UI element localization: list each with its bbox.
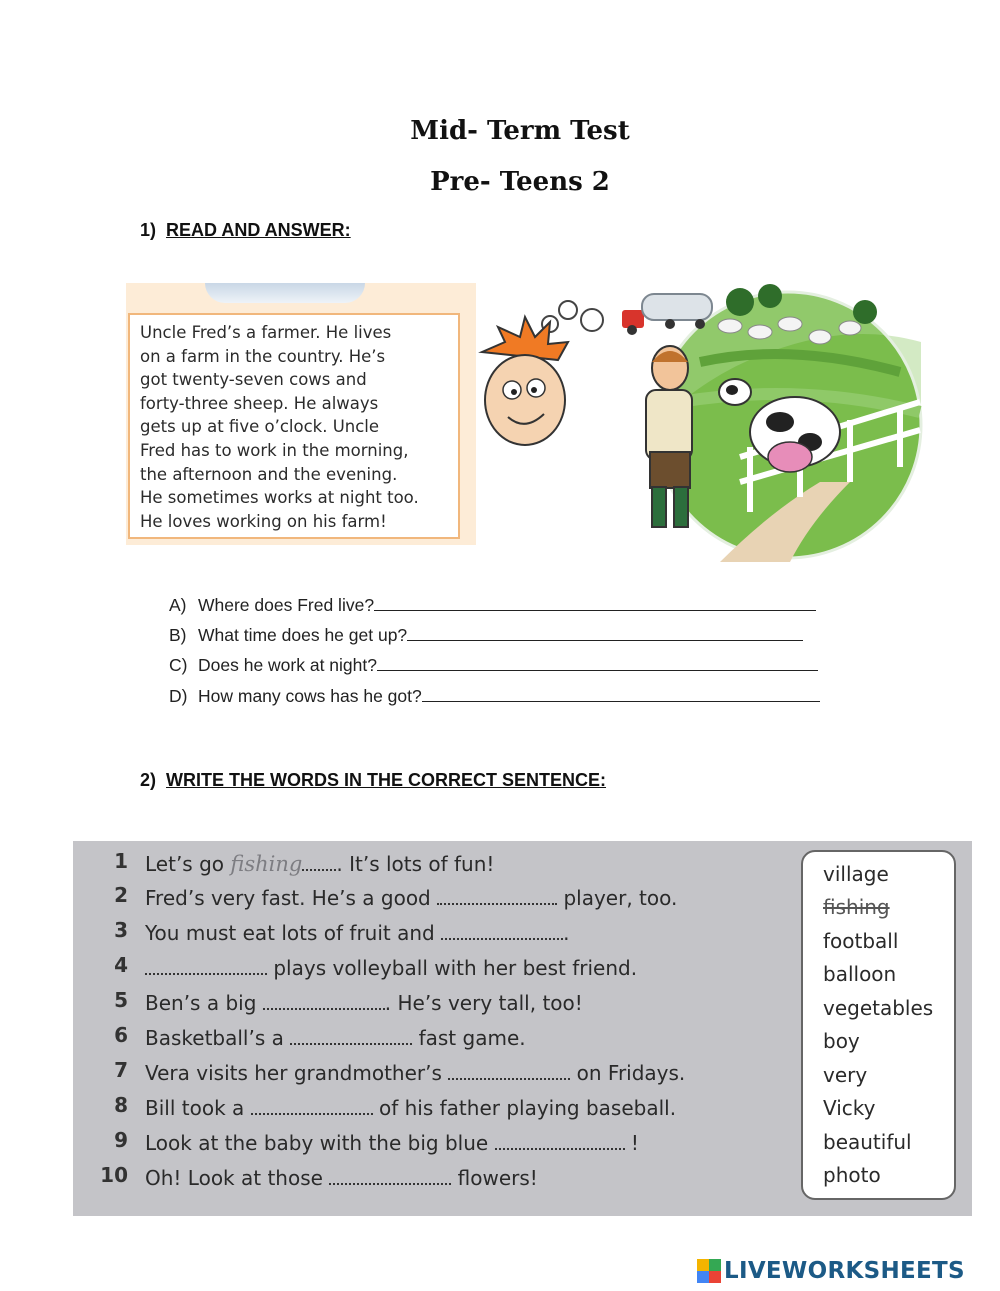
title-line-1: Mid- Term Test [410,116,630,146]
liveworksheets-logo[interactable] [697,1255,965,1287]
sentence-after: . He’s very tall, too! [384,991,583,1015]
sentence-number: 3 [114,918,128,942]
word-bank-item[interactable]: beautiful [823,1130,912,1154]
question-letter: A) [169,595,187,615]
passage-line: He sometimes works at night too. [140,488,419,508]
sentence-before: Vera visits her grandmother’s [145,1061,449,1085]
question-text: How many cows has he got? [198,686,422,706]
passage-line: He loves working on his farm! [140,511,387,531]
example-answer: fishing [230,852,303,876]
word-bank [801,850,956,1200]
answer-blank[interactable] [145,953,267,975]
section-2-heading [140,770,606,791]
passage-line: Uncle Fred’s a farmer. He lives [140,323,392,342]
passage-line: forty-three sheep. He always [140,393,379,413]
reading-passage [128,313,460,539]
sentence-before: Look at the baby with the big blue [145,1131,495,1155]
sentence-after: flowers! [451,1166,538,1190]
sentence-number: 8 [114,1093,128,1117]
answer-blank[interactable] [441,918,563,940]
question-b [169,624,803,646]
passage-line: gets up at five o’clock. Uncle [140,417,380,437]
section-1-heading [140,220,351,241]
word-bank-item[interactable]: balloon [823,962,897,986]
answer-blank[interactable] [437,883,557,905]
word-bank-item[interactable]: vegetables [823,996,934,1020]
sentence-before: Fred’s very fast. He’s a good [145,886,438,910]
farm-illustration [470,282,1000,562]
sentence-number: 5 [114,988,128,1012]
word-bank-item[interactable]: very [823,1063,868,1087]
sentence-after: . [563,921,570,945]
answer-blank[interactable] [251,1093,373,1115]
farmer-icon [646,346,692,527]
sentence-before: Basketball’s a [145,1026,291,1050]
exercise-panel [73,841,972,1216]
section-2-title: WRITE THE WORDS IN THE CORRECT SENTENCE: [166,770,607,790]
sentence-after: ! [624,1131,639,1155]
word-bank-item[interactable]: football [823,929,899,953]
sentence-after: of his father playing baseball. [372,1096,677,1120]
answer-blank[interactable] [495,1128,625,1150]
question-letter: C) [169,655,188,675]
question-text: What time does he get up? [198,625,408,645]
question-letter: D) [169,686,188,706]
word-bank-item[interactable]: boy [823,1029,860,1053]
sentence-before: Bill took a [145,1096,251,1120]
sentence-after: player, too. [557,886,678,910]
answer-line[interactable] [377,654,818,671]
section-2-number: 2) [140,770,157,790]
word-bank-item[interactable]: Vicky [823,1096,876,1120]
title-line-2: Pre- Teens 2 [430,167,610,197]
sentence-number: 2 [114,883,128,907]
answer-line[interactable] [422,685,820,702]
passage-top-decoration [205,283,365,303]
sentence-before: Oh! Look at those [145,1166,330,1190]
question-d [169,685,820,707]
blank-dots [302,849,336,871]
sentence-number: 7 [114,1058,128,1082]
answer-blank[interactable] [263,988,385,1010]
question-c [169,654,818,676]
word-bank-item-used: fishing [823,895,890,919]
sentence-before: Let’s go [145,852,231,876]
question-text: Where does Fred live? [198,595,375,615]
sentence-number: 4 [114,953,128,977]
boy-head-icon [482,317,568,445]
passage-line: Fred has to work in the morning, [140,440,409,460]
sentence-number: 1 [114,849,128,873]
sentence-after: fast game. [412,1026,526,1050]
thought-bubble-icon [581,309,603,331]
question-letter: B) [169,625,187,645]
answer-line[interactable] [407,624,803,641]
question-a [169,594,816,616]
word-bank-item[interactable]: village [823,862,889,886]
answer-blank[interactable] [290,1023,412,1045]
section-1-number: 1) [140,220,157,240]
sentence-number: 9 [114,1128,128,1152]
liveworksheets-logo-text: LIVEWORKSHEETS [724,1258,965,1284]
section-1-title: READ AND ANSWER: [166,220,351,240]
sentence-after: . It’s lots of fun! [336,852,495,876]
liveworksheets-logo-icon [697,1259,721,1283]
answer-blank[interactable] [448,1058,570,1080]
sentence-number: 10 [100,1163,128,1187]
question-text: Does he work at night? [198,655,377,675]
sentence-number: 6 [114,1023,128,1047]
sentence-after: plays volleyball with her best friend. [267,956,638,980]
sentence-before: Ben’s a big [145,991,263,1015]
thought-bubble-icon [559,301,577,319]
answer-line[interactable] [374,594,816,611]
passage-line: on a farm in the country. He’s [140,346,386,366]
passage-line: got twenty-seven cows and [140,370,367,390]
answer-blank[interactable] [329,1163,451,1185]
sentence-before: You must eat lots of fruit and [145,921,442,945]
word-bank-item[interactable]: photo [823,1163,881,1187]
passage-line: the afternoon and the evening. [140,464,398,484]
sentence-after: on Fridays. [570,1061,686,1085]
